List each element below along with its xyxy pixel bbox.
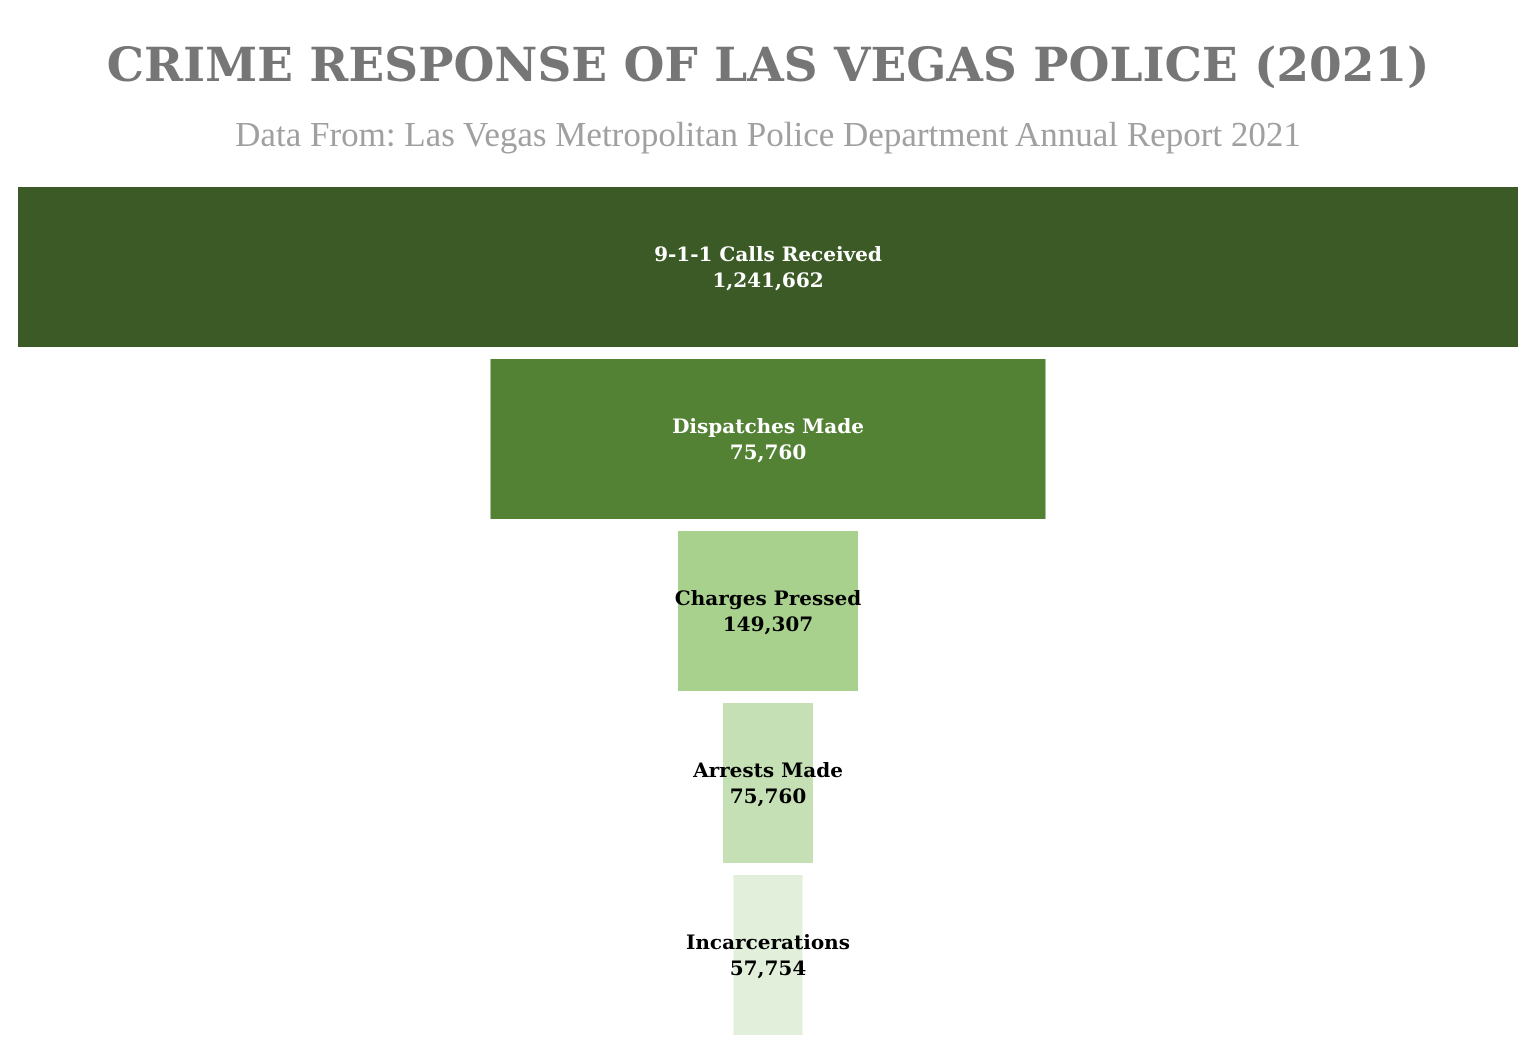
funnel-stage-value: 57,754 — [729, 956, 807, 980]
funnel-stage-label: 9-1-1 Calls Received — [654, 242, 882, 266]
funnel-bar — [678, 531, 858, 691]
funnel-bar — [18, 187, 1518, 347]
funnel-bar — [491, 359, 1046, 519]
funnel-stage-value: 149,307 — [722, 612, 814, 636]
funnel-stage-value: 75,760 — [729, 440, 807, 464]
funnel-stage-label: Charges Pressed — [674, 586, 862, 610]
chart-title: CRIME RESPONSE OF LAS VEGAS POLICE (2021) — [106, 38, 1430, 93]
funnel-stage-label: Arrests Made — [693, 758, 843, 782]
funnel-stage-label: Dispatches Made — [672, 414, 864, 438]
funnel-stage-value: 1,241,662 — [712, 268, 824, 292]
chart-subtitle: Data From: Las Vegas Metropolitan Police Department Annual Report 2021 — [235, 115, 1301, 154]
funnel-bar — [723, 703, 813, 863]
funnel-bar — [734, 875, 803, 1035]
funnel-stage-label: Incarcerations — [686, 930, 850, 954]
funnel-stage-value: 75,760 — [729, 784, 807, 808]
